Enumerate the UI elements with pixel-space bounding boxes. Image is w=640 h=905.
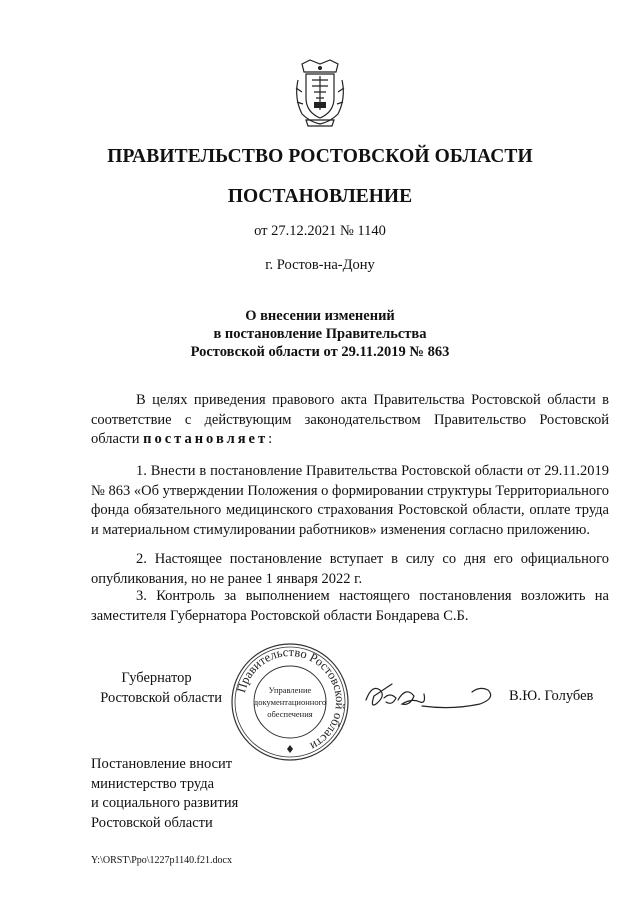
signer-name: В.Ю. Голубев bbox=[509, 688, 594, 704]
clause-paragraph bbox=[91, 587, 609, 626]
decree-word: постановляет bbox=[143, 431, 269, 447]
coat-of-arms-icon bbox=[292, 58, 348, 128]
submitted-by-line: и социального развития bbox=[91, 795, 239, 811]
document-subject bbox=[0, 307, 640, 361]
clause-text: 3. Контроль за выполнением настоящего постановления возложить на заместителя Губернатора Ростовской области Бондарева С.Б. bbox=[91, 588, 609, 624]
seal-ring-text: Правительство Ростовской области bbox=[234, 644, 348, 754]
submitted-by-line: министерство труда bbox=[91, 775, 215, 792]
seal-inner-line: обеспечения bbox=[267, 709, 313, 719]
signatory-role bbox=[91, 669, 222, 708]
document-type: ПОСТАНОВЛЕНИЕ bbox=[227, 186, 413, 207]
preamble-end: : bbox=[268, 431, 273, 447]
subject-line: в постановление Правительства bbox=[213, 326, 427, 342]
clause-text: 1. Внести в постановление Правительства Ростовской области от 29.11.2019 № 863 «Об утверждении Положения о формировании структуры Территориального фонда обязательного медицинского страхования Ростовской области, оплате труда и материальном стимулировании работников» изменения согласно приложению. bbox=[91, 463, 609, 538]
subject-line: О внесении изменений bbox=[245, 308, 395, 324]
signatory-role-line: Ростовской области bbox=[100, 689, 222, 706]
submitted-by-line: Ростовской области bbox=[91, 814, 213, 831]
handwritten-signature bbox=[362, 676, 502, 716]
clause-paragraph bbox=[91, 462, 609, 540]
signatory-role-line: Губернатор bbox=[121, 670, 192, 686]
document-city: г. Ростов-на-Дону bbox=[265, 257, 375, 273]
file-path-footer: Y:\ORST\Ppo\1227p1140.f21.docx bbox=[91, 855, 232, 866]
document-date-number: от 27.12.2021 № 1140 bbox=[254, 223, 386, 239]
clause-text: 2. Настоящее постановление вступает в силу со дня его официального опубликования, но не ранее 1 января 2022 г. bbox=[91, 551, 609, 587]
government-title: ПРАВИТЕЛЬСТВО РОСТОВСКОЙ ОБЛАСТИ bbox=[107, 146, 533, 167]
seal-inner-line: документационного bbox=[253, 697, 327, 707]
subject-line: Ростовской области от 29.11.2019 № 863 bbox=[190, 344, 450, 360]
official-seal bbox=[229, 641, 351, 763]
submitted-by-block bbox=[91, 755, 238, 833]
submitted-by-line: Постановление вносит bbox=[91, 756, 233, 772]
preamble-text: В целях приведения правового акта Правительства Ростовской области в соответствие с действующим законодательством Правительство Ростовской области bbox=[91, 392, 609, 447]
seal-inner-line: Управление bbox=[268, 685, 312, 695]
preamble-paragraph bbox=[91, 391, 609, 450]
clause-paragraph bbox=[91, 550, 609, 589]
